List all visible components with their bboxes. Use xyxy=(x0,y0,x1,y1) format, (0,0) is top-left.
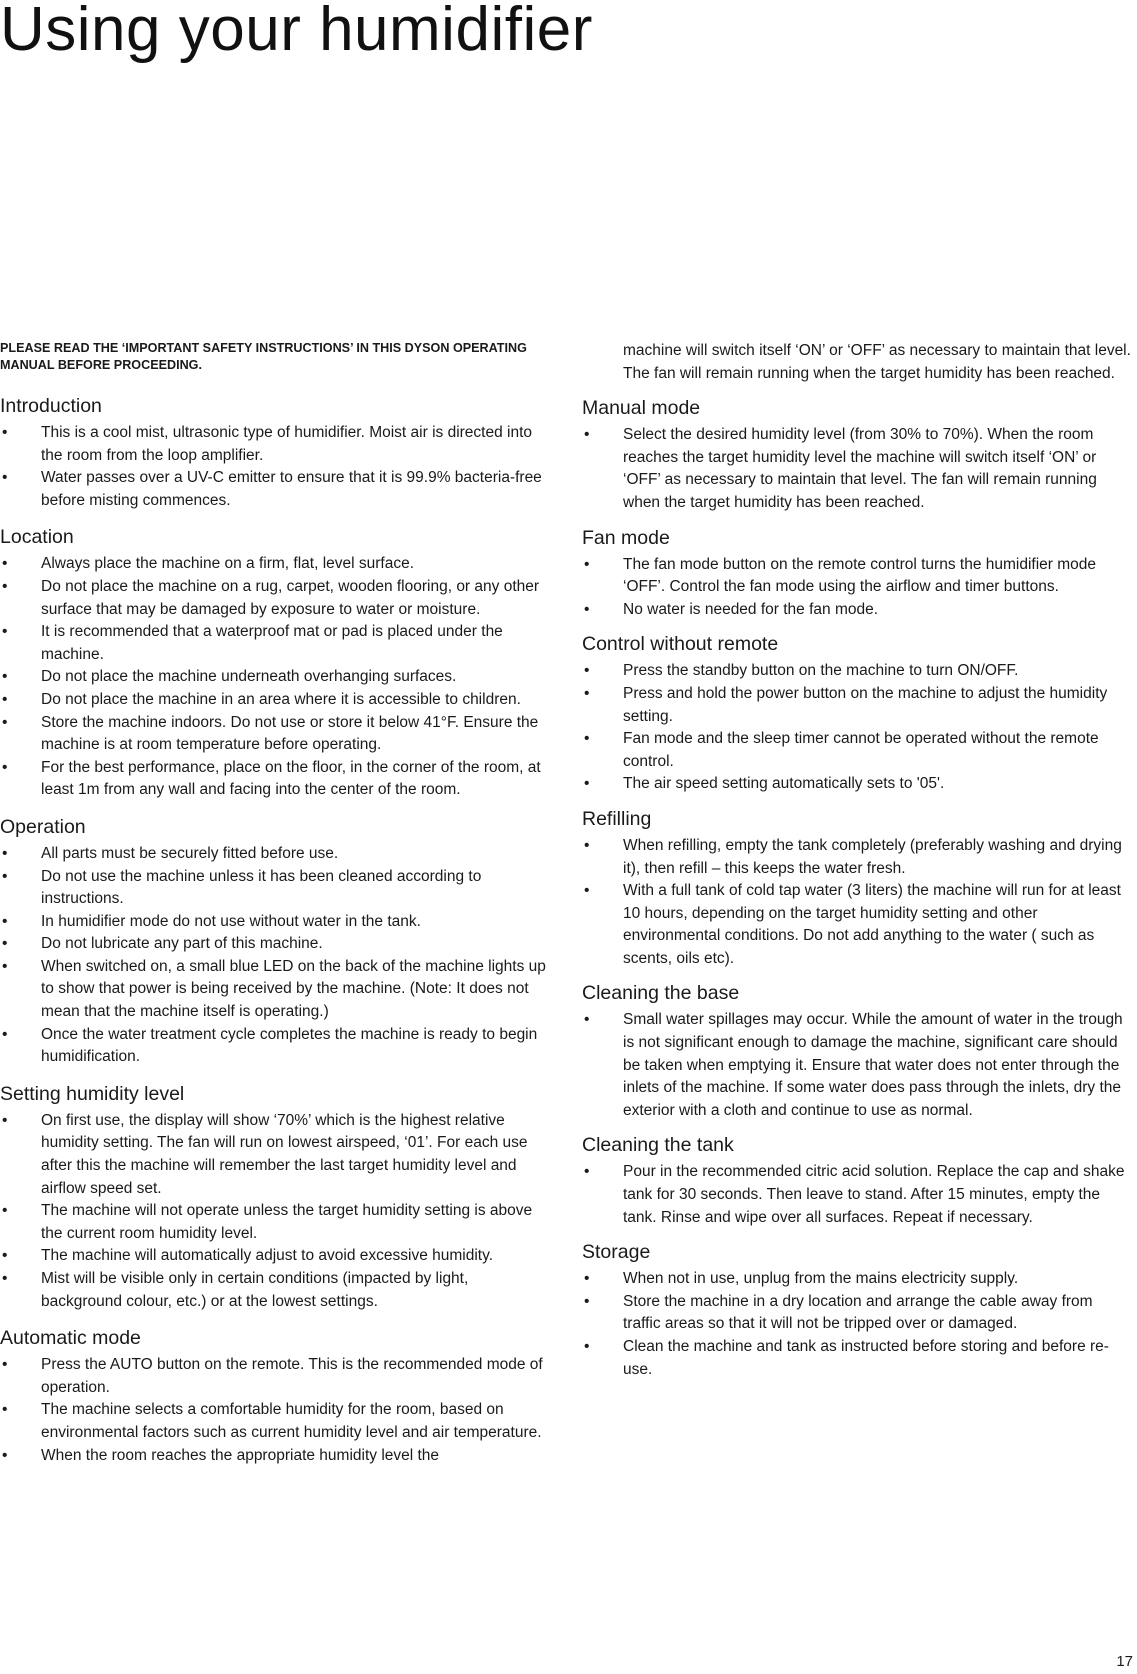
list-item: • For the best performance, place on the floor, in the corner of the room, at least 1m from any wall and facing into the center of the room. xyxy=(0,757,548,802)
list-item: • When refilling, empty the tank completely (preferably washing and drying it), then refill – this keeps the water fresh. xyxy=(582,835,1134,880)
page-title: Using your humidifier xyxy=(0,0,593,64)
right-column xyxy=(582,340,1134,1381)
list-item: • The machine will automatically adjust to avoid excessive humidity. xyxy=(0,1245,548,1268)
bullet-list xyxy=(582,554,1134,622)
left-column xyxy=(0,340,548,1467)
bullet-list xyxy=(582,1161,1134,1229)
section-heading: Location xyxy=(0,526,74,549)
section-heading: Control without remote xyxy=(582,633,779,656)
list-item: • Press and hold the power button on the machine to adjust the humidity setting. xyxy=(582,683,1134,728)
list-item: • This is a cool mist, ultrasonic type of humidifier. Moist air is directed into the room from the loop amplifier. xyxy=(0,422,548,467)
section-introduction xyxy=(0,394,548,512)
list-item: • Press the AUTO button on the remote. This is the recommended mode of operation. xyxy=(0,1354,548,1399)
safety-notice: PLEASE READ THE ‘IMPORTANT SAFETY INSTRUCTIONS’ IN THIS DYSON OPERATING MANUAL BEFORE PROCEEDING. xyxy=(0,341,527,372)
list-item: • When not in use, unplug from the mains electricity supply. xyxy=(582,1268,1134,1291)
section-heading: Cleaning the tank xyxy=(582,1134,734,1157)
list-item: • Do not use the machine unless it has been cleaned according to instructions. xyxy=(0,866,548,911)
section-heading: Manual mode xyxy=(582,397,701,420)
section-heading: Operation xyxy=(0,815,86,838)
list-item: • Mist will be visible only in certain conditions (impacted by light, background colour, etc.) or at the lowest settings. xyxy=(0,1268,548,1313)
bullet-list xyxy=(582,835,1134,971)
list-item: • Once the water treatment cycle completes the machine is ready to begin humidification. xyxy=(0,1024,548,1069)
list-item: • Press the standby button on the machine to turn ON/OFF. xyxy=(582,660,1134,683)
list-item: • Do not place the machine underneath overhanging surfaces. xyxy=(0,666,548,689)
section-heading: Setting humidity level xyxy=(0,1082,185,1105)
section-automatic-mode xyxy=(0,1326,548,1467)
bullet-list xyxy=(582,1268,1134,1381)
list-item: • On first use, the display will show ‘70%’ which is the highest relative humidity setting. The fan will run on lowest airspeed, ‘01’. For each use after this the machine will remember the last target humidity level and airflow speed set. xyxy=(0,1110,548,1200)
section-cleaning-the-base xyxy=(582,981,1134,1122)
list-item: • No water is needed for the fan mode. xyxy=(582,599,1134,622)
section-cleaning-the-tank xyxy=(582,1133,1134,1229)
list-item: • Always place the machine on a firm, flat, level surface. xyxy=(0,553,548,576)
list-item: • Water passes over a UV-C emitter to ensure that it is 99.9% bacteria-free before misting commences. xyxy=(0,467,548,512)
list-item: • With a full tank of cold tap water (3 liters) the machine will run for at least 10 hours, depending on the target humidity setting and other environmental conditions. Do not add anything to the water ( such as scents, oils etc). xyxy=(582,880,1134,970)
left-sections xyxy=(0,394,548,1467)
list-item: • Fan mode and the sleep timer cannot be operated without the remote control. xyxy=(582,728,1134,773)
bullet-list xyxy=(0,553,548,802)
section-heading: Automatic mode xyxy=(0,1327,141,1350)
section-heading: Fan mode xyxy=(582,526,670,549)
right-sections xyxy=(582,396,1134,1381)
list-item: • Store the machine indoors. Do not use or store it below 41°F. Ensure the machine is at room temperature before operating. xyxy=(0,712,548,757)
list-item: • Select the desired humidity level (from 30% to 70%). When the room reaches the target humidity level the machine will switch itself ‘ON’ or ‘OFF’ as necessary to maintain that level. The fan will remain running when the target humidity has been reached. xyxy=(582,424,1134,514)
list-item: • Do not lubricate any part of this machine. xyxy=(0,933,548,956)
section-heading: Introduction xyxy=(0,395,102,417)
section-operation xyxy=(0,815,548,1069)
list-item: • Do not place the machine on a rug, carpet, wooden flooring, or any other surface that may be damaged by exposure to water or moisture. xyxy=(0,576,548,621)
list-item: • The fan mode button on the remote control turns the humidifier mode ‘OFF’. Control the fan mode using the airflow and timer buttons. xyxy=(582,554,1134,599)
list-item: • The machine will not operate unless the target humidity setting is above the current room humidity level. xyxy=(0,1200,548,1245)
section-heading: Refilling xyxy=(582,807,652,830)
list-item: • Small water spillages may occur. While the amount of water in the trough is not significant enough to damage the machine, significant care should be taken when emptying it. Ensure that water does not enter through the inlets of the machine. If some water does pass through the inlets, dry the exterior with a cloth and continue to use as normal. xyxy=(582,1009,1134,1122)
section-heading: Storage xyxy=(582,1241,651,1264)
list-item: • The air speed setting automatically sets to '05'. xyxy=(582,773,1134,796)
bullet-list xyxy=(0,1354,548,1467)
bullet-list xyxy=(582,1009,1134,1122)
bullet-list xyxy=(0,422,548,512)
list-item: • When the room reaches the appropriate humidity level the xyxy=(0,1445,548,1468)
bullet-list xyxy=(582,660,1134,796)
section-manual-mode xyxy=(582,396,1134,514)
list-item: • Store the machine in a dry location and arrange the cable away from traffic areas so that it will not be tripped over or damaged. xyxy=(582,1291,1134,1336)
section-fan-mode xyxy=(582,526,1134,622)
list-item: • Pour in the recommended citric acid solution. Replace the cap and shake tank for 30 seconds. Then leave to stand. After 15 minutes, empty the tank. Rinse and wipe over all surfaces. Repeat if necessary. xyxy=(582,1161,1134,1229)
section-location xyxy=(0,525,548,802)
list-item: • In humidifier mode do not use without water in the tank. xyxy=(0,911,548,934)
list-item: • Clean the machine and tank as instructed before storing and before re-use. xyxy=(582,1336,1134,1381)
list-item: • All parts must be securely fitted before use. xyxy=(0,843,548,866)
bullet-list xyxy=(0,1110,548,1313)
section-storage xyxy=(582,1240,1134,1381)
continued-text: machine will switch itself ‘ON’ or ‘OFF’ as necessary to maintain that level. The fan will remain running when the target humidity has been reached. xyxy=(623,342,1131,382)
list-item: • When switched on, a small blue LED on the back of the machine lights up to show that power is being received by the machine. (Note: It does not mean that the machine itself is operating.) xyxy=(0,956,548,1024)
section-refilling xyxy=(582,807,1134,971)
section-control-without-remote xyxy=(582,632,1134,796)
list-item: • Do not place the machine in an area where it is accessible to children. xyxy=(0,689,548,712)
list-item: • The machine selects a comfortable humidity for the room, based on environmental factors such as current humidity level and air temperature. xyxy=(0,1399,548,1444)
section-heading: Cleaning the base xyxy=(582,982,740,1005)
section-setting-humidity-level xyxy=(0,1082,548,1313)
list-item: • It is recommended that a waterproof mat or pad is placed under the machine. xyxy=(0,621,548,666)
bullet-list xyxy=(0,843,548,1069)
bullet-list xyxy=(582,424,1134,514)
page-number: 17 xyxy=(1116,1653,1133,1670)
